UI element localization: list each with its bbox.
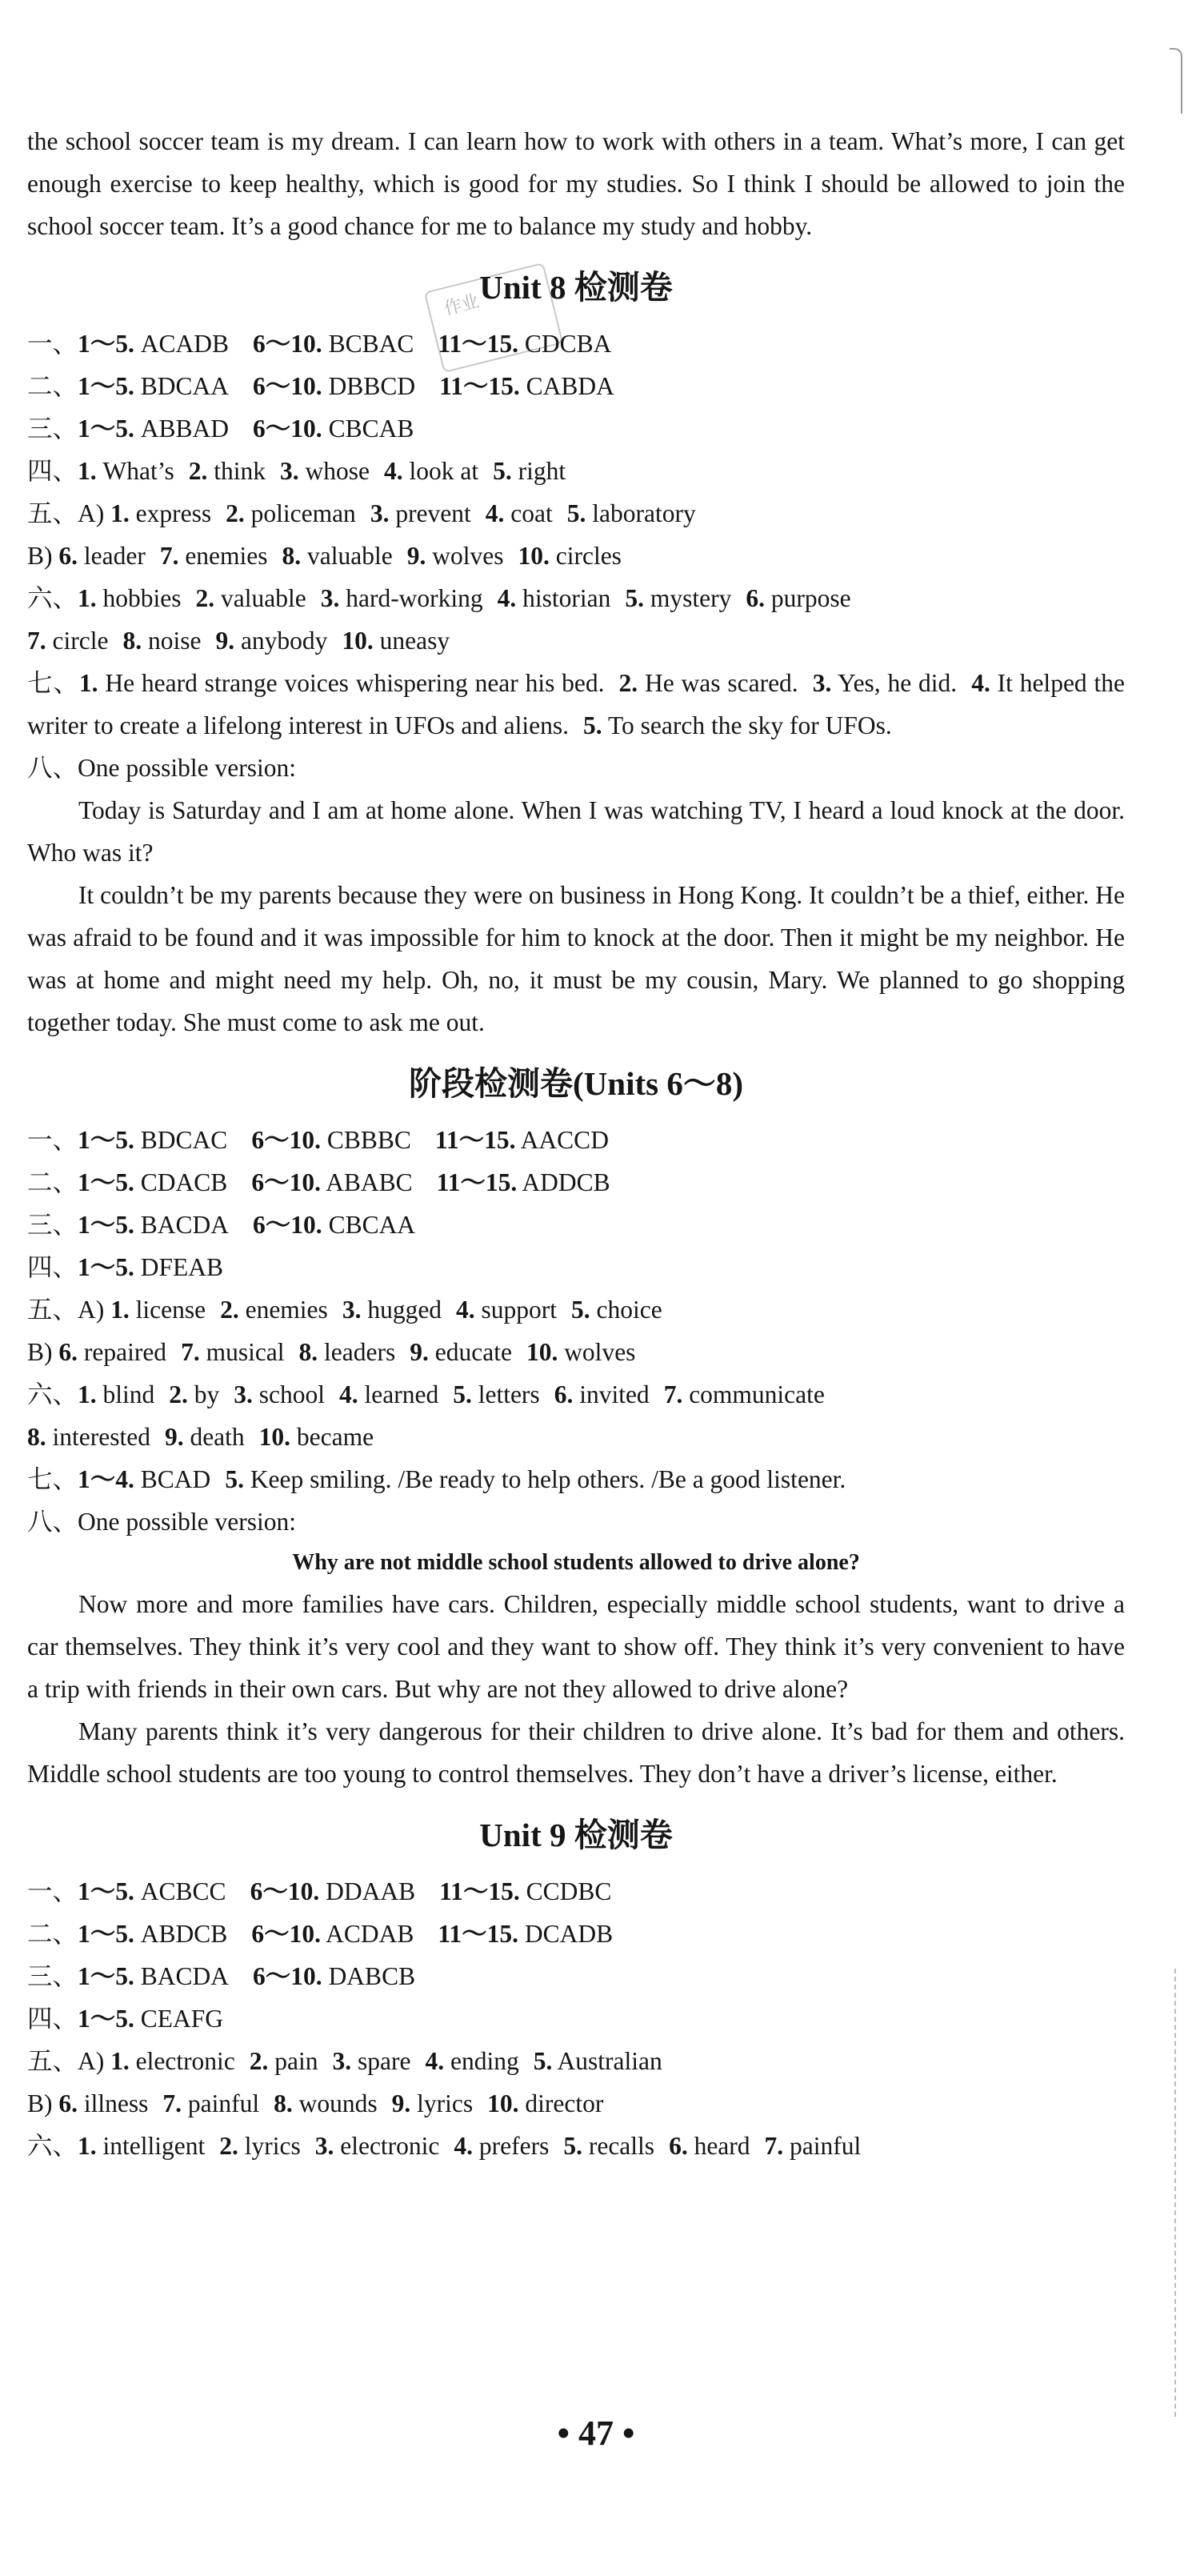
question-range: 6～10.	[253, 1211, 322, 1239]
unit8-section-5a	[27, 492, 1125, 535]
question-number: 1.	[110, 2047, 130, 2075]
question-number: 10.	[487, 2089, 519, 2117]
stamp-text: 作业	[442, 291, 482, 320]
question-number: 1.	[78, 2132, 97, 2160]
section-marker: 五、A)	[27, 499, 111, 527]
unit8-title: Unit 8 检测卷	[479, 269, 673, 306]
answer-letters: CEAFG	[140, 2005, 224, 2033]
question-number: 4.	[485, 499, 505, 527]
question-range: 1～5.	[78, 1168, 134, 1196]
stage-essay-paragraph: Now more and more families have cars. Children, especially middle school students, want to drive a car themselves. They think it’s very cool and they want to show off. They think it’s very convenient to have a trip with friends in their own cars. But why are not they allowed to drive alone?	[27, 1590, 1125, 1703]
answer-text: illness	[83, 2089, 149, 2117]
question-number: 2.	[226, 499, 245, 527]
question-number: 4.	[456, 1296, 475, 1324]
answer-letters: CBCAB	[328, 415, 414, 443]
question-range: 6～10.	[251, 1920, 321, 1948]
question-number: 8.	[27, 1423, 46, 1451]
answer-text: What’s	[102, 457, 174, 485]
section-marker: 一、	[27, 330, 78, 358]
question-range: 11～15.	[438, 1920, 518, 1948]
answer-text: right	[518, 457, 566, 485]
question-number: 1.	[78, 1380, 97, 1408]
unit9-section-5b	[27, 2082, 1125, 2125]
page-number: • 47 •	[557, 2414, 635, 2453]
answer-text: circles	[555, 542, 622, 570]
answer-text: whose	[305, 457, 370, 485]
question-range: 1～5.	[78, 1920, 134, 1948]
question-number: 5.	[493, 457, 512, 485]
question-number: 7.	[159, 542, 179, 570]
answer-letters: ACDAB	[326, 1920, 414, 1948]
question-number: 3.	[342, 1296, 362, 1324]
answer-letters: ACBCC	[140, 1877, 226, 1905]
stage-section-1	[27, 1119, 1125, 1161]
question-number: 3.	[812, 669, 832, 697]
unit8-section-4	[27, 450, 1125, 492]
section-marker: 六、	[27, 1380, 78, 1408]
question-number: 3.	[314, 2132, 334, 2160]
answer-text: communicate	[689, 1380, 825, 1408]
binding-line	[1174, 1969, 1178, 2417]
question-range: 1～5.	[78, 372, 134, 400]
answer-page	[27, 120, 1125, 2167]
question-number: 1.	[78, 669, 98, 697]
question-number: 2.	[220, 1296, 239, 1324]
stage-section-5a	[27, 1288, 1125, 1331]
answer-text: painful	[790, 2132, 862, 2160]
question-range: 11～15.	[438, 330, 518, 358]
question-number: 8.	[298, 1338, 318, 1366]
question-number: 6.	[58, 2089, 78, 2117]
unit8-section-3	[27, 407, 1125, 450]
answer-text: electronic	[135, 2047, 235, 2075]
answer-text: purpose	[770, 584, 851, 612]
question-number: 7.	[181, 1338, 200, 1366]
answer-text: BCAD	[140, 1465, 211, 1493]
question-number: 5.	[453, 1380, 472, 1408]
answer-text: wolves	[564, 1338, 636, 1366]
answer-text: musical	[206, 1338, 285, 1366]
question-range: 11～15.	[436, 1168, 518, 1196]
question-number: 1.	[78, 584, 97, 612]
unit8-section-5b	[27, 535, 1125, 577]
stage-section-5b	[27, 1331, 1125, 1373]
stage-section-6a	[27, 1373, 1125, 1416]
question-range: 1～5.	[78, 2005, 134, 2033]
answer-letters: AACCD	[520, 1126, 609, 1154]
question-number: 4.	[454, 2132, 474, 2160]
unit8-essay-paragraph: Today is Saturday and I am at home alone. When I was watching TV, I heard a loud knock at the door. Who was it?	[27, 796, 1125, 867]
question-range: 6～10.	[253, 1962, 322, 1990]
question-number: 6.	[554, 1380, 574, 1408]
question-number: 2.	[618, 669, 638, 697]
answer-letters: BDCAA	[140, 372, 230, 400]
answer-text: support	[481, 1296, 558, 1324]
section-marker: 二、	[27, 372, 78, 400]
answer-text: death	[190, 1423, 245, 1451]
answer-text: ending	[450, 2047, 519, 2075]
answer-letters: BCBAC	[328, 330, 414, 358]
unit8-section-2	[27, 365, 1125, 407]
question-number: 3.	[234, 1380, 253, 1408]
question-number: 2.	[249, 2047, 269, 2075]
answer-letters: CABDA	[526, 372, 614, 400]
stage-title: 阶段检测卷(Units 6～8)	[409, 1065, 743, 1102]
section-marker: 三、	[27, 1962, 78, 1990]
answer-letters: ACADB	[140, 330, 230, 358]
answer-text: interested	[52, 1423, 150, 1451]
question-number: 6.	[58, 1338, 78, 1366]
answer-text: mystery	[650, 584, 732, 612]
question-range: 11～15.	[439, 1877, 520, 1905]
stage-section-8-label: 八、One possible version:	[27, 1508, 296, 1536]
question-number: 5.	[625, 584, 645, 612]
section-marker: 二、	[27, 1168, 78, 1196]
answer-letters: ABBAD	[140, 415, 230, 443]
unit8-section-7	[27, 662, 1125, 747]
question-number: 7.	[27, 627, 46, 655]
unit9-title: Unit 9 检测卷	[479, 1817, 673, 1853]
answer-letters: DABCB	[328, 1962, 416, 1990]
unit9-section-4	[27, 1997, 1125, 2040]
section-marker: 四、	[27, 2005, 78, 2033]
unit9-section-1	[27, 1870, 1125, 1913]
answer-text: Keep smiling. /Be ready to help others. /Be a good listener.	[250, 1465, 846, 1493]
question-number: 9.	[406, 542, 426, 570]
question-number: 5.	[533, 2047, 553, 2075]
answer-text: prefers	[478, 2132, 550, 2160]
answer-letters: CDACB	[140, 1168, 228, 1196]
unit9-section-6a	[27, 2125, 1125, 2167]
answer-text: Yes, he did.	[837, 669, 958, 697]
answer-text: became	[296, 1423, 374, 1451]
unit9-section-5a	[27, 2040, 1125, 2082]
answer-text: look at	[409, 457, 479, 485]
section-marker: B)	[27, 542, 59, 570]
section-marker: 四、	[27, 457, 78, 485]
answer-text: anybody	[240, 627, 328, 655]
answer-letters: CBBBC	[326, 1126, 411, 1154]
answer-text: Australian	[557, 2047, 662, 2075]
answer-text: wounds	[298, 2089, 378, 2117]
question-number: 7.	[663, 1380, 683, 1408]
answer-text: school	[258, 1380, 326, 1408]
stage-section-4	[27, 1246, 1125, 1288]
question-number: 10.	[518, 542, 550, 570]
answer-text: policeman	[250, 499, 356, 527]
answer-text: enemies	[185, 542, 268, 570]
answer-text: electronic	[340, 2132, 440, 2160]
question-number: 3.	[320, 584, 340, 612]
question-range: 1～5.	[78, 1253, 134, 1281]
question-number: 6.	[58, 542, 78, 570]
answer-text: laboratory	[592, 499, 696, 527]
question-number: 1.	[78, 457, 97, 485]
answer-text: uneasy	[379, 627, 450, 655]
unit8-section-1	[27, 323, 1125, 365]
question-range: 6～10.	[253, 415, 322, 443]
question-number: 10.	[526, 1338, 558, 1366]
answer-letters: ABABC	[326, 1168, 413, 1196]
answer-text: noise	[147, 627, 202, 655]
answer-letters: BACDA	[140, 1962, 230, 1990]
question-number: 7.	[162, 2089, 182, 2117]
question-number: 4.	[971, 669, 990, 697]
answer-text: It helped the writer to create a lifelong interest in UFOs and aliens.	[27, 669, 1125, 739]
answer-text: pain	[274, 2047, 318, 2075]
answer-text: spare	[358, 2047, 411, 2075]
question-number: 9.	[410, 1338, 429, 1366]
question-number: 9.	[215, 627, 235, 655]
question-range: 6～10.	[251, 1168, 321, 1196]
question-number: 3.	[332, 2047, 352, 2075]
question-number: 8.	[122, 627, 142, 655]
question-number: 9.	[164, 1423, 184, 1451]
answer-text: wolves	[432, 542, 504, 570]
question-number: 4.	[425, 2047, 445, 2075]
intro-paragraph: the school soccer team is my dream. I can learn how to work with others in a team. What’s more, I can get enough exercise to keep healthy, which is good for my studies. So I think I should be allowed to join the school soccer team. It’s a good chance for me to balance my study and hobby.	[27, 127, 1125, 240]
question-number: 4.	[497, 584, 517, 612]
question-number: 4.	[384, 457, 403, 485]
answer-text: recalls	[588, 2132, 655, 2160]
answer-text: leader	[83, 542, 146, 570]
stage-section-7	[27, 1458, 1125, 1500]
answer-text: To search the sky for UFOs.	[607, 711, 892, 739]
question-number: 5.	[566, 499, 586, 527]
answer-text: letters	[478, 1380, 540, 1408]
answer-letters: DFEAB	[140, 1253, 224, 1281]
answer-text: lyrics	[417, 2089, 474, 2117]
question-number: 2.	[219, 2132, 238, 2160]
question-range: 11～15.	[439, 372, 520, 400]
answer-text: director	[525, 2089, 604, 2117]
question-range: 1～5.	[78, 1126, 134, 1154]
question-number: 2.	[195, 584, 215, 612]
section-marker: 六、	[27, 2132, 78, 2160]
answer-text: learned	[364, 1380, 439, 1408]
answer-letters: CCDBC	[526, 1877, 612, 1905]
question-range: 1～5.	[78, 415, 134, 443]
question-range: 6～10.	[251, 1126, 321, 1154]
question-number: 1.	[110, 1296, 130, 1324]
section-marker: B)	[27, 2089, 59, 2117]
answer-letters: CDCBA	[524, 330, 612, 358]
question-number: 5.	[563, 2132, 582, 2160]
section-marker: 五、A)	[27, 2047, 111, 2075]
answer-text: He heard strange voices whispering near his bed.	[105, 669, 605, 697]
answer-letters: BACDA	[140, 1211, 230, 1239]
answer-letters: CBCAA	[328, 1211, 416, 1239]
unit8-section-6b	[27, 619, 1125, 662]
question-range: 1～5.	[78, 330, 134, 358]
section-marker: 五、A)	[27, 1296, 111, 1324]
question-number: 8.	[282, 542, 302, 570]
question-number: 4.	[339, 1380, 358, 1408]
question-range: 6～10.	[253, 372, 322, 400]
section-marker: 三、	[27, 1211, 78, 1239]
answer-text: circle	[52, 627, 109, 655]
question-number: 5.	[571, 1296, 590, 1324]
answer-text: educate	[434, 1338, 512, 1366]
answer-text: intelligent	[102, 2132, 206, 2160]
stage-section-3	[27, 1204, 1125, 1246]
section-marker: 一、	[27, 1126, 78, 1154]
stage-section-2	[27, 1161, 1125, 1204]
answer-text: valuable	[221, 584, 306, 612]
answer-letters: DBBCD	[328, 372, 416, 400]
answer-text: repaired	[83, 1338, 167, 1366]
question-number: 6.	[669, 2132, 688, 2160]
answer-letters: ABDCB	[140, 1920, 228, 1948]
answer-text: lyrics	[244, 2132, 301, 2160]
question-number: 1.	[110, 499, 130, 527]
question-range: 1～5.	[78, 1877, 134, 1905]
answer-text: He was scared.	[645, 669, 798, 697]
question-number: 5.	[583, 711, 602, 739]
answer-text: by	[194, 1380, 220, 1408]
question-number: 10.	[258, 1423, 291, 1451]
binding-mark-top	[1170, 48, 1182, 114]
answer-text: heard	[694, 2132, 750, 2160]
unit9-section-2	[27, 1913, 1125, 1955]
section-marker: 一、	[27, 1877, 78, 1905]
answer-text: choice	[596, 1296, 662, 1324]
unit8-section-8-label: 八、One possible version:	[27, 754, 296, 782]
section-marker: 七、	[27, 669, 79, 697]
section-marker: 三、	[27, 415, 78, 443]
section-marker: 七、	[27, 1465, 78, 1493]
question-range: 11～15.	[434, 1126, 516, 1154]
question-number: 8.	[274, 2089, 293, 2117]
unit8-essay-paragraph: It couldn’t be my parents because they were on business in Hong Kong. It couldn’t be a thief, either. He was afraid to be found and it was impossible for him to knock at the door. Then it might be my neighbor. He was at home and might need my help. Oh, no, it must be my cousin, Mary. We planned to go shopping together today. She must come to ask me out.	[27, 881, 1125, 1036]
answer-text: historian	[522, 584, 611, 612]
question-number: 3.	[370, 499, 390, 527]
question-number: 3.	[280, 457, 299, 485]
answer-text: hugged	[367, 1296, 442, 1324]
answer-text: valuable	[307, 542, 393, 570]
answer-text: enemies	[245, 1296, 328, 1324]
question-range: 1～5.	[78, 1211, 134, 1239]
question-number: 2.	[169, 1380, 188, 1408]
answer-letters: ADDCB	[522, 1168, 610, 1196]
question-number: 2.	[188, 457, 208, 485]
question-number: 5.	[225, 1465, 244, 1493]
answer-letters: DCADB	[524, 1920, 614, 1948]
question-number: 6.	[746, 584, 766, 612]
answer-text: prevent	[395, 499, 471, 527]
stage-essay-paragraph: Many parents think it’s very dangerous for their children to drive alone. It’s bad for them and others. Middle school students are too young to control themselves. They don’t have a driver’s license, either.	[27, 1717, 1125, 1788]
question-number: 1～4.	[78, 1465, 134, 1493]
answer-text: hobbies	[102, 584, 182, 612]
answer-letters: DDAAB	[326, 1877, 416, 1905]
stage-section-6b	[27, 1416, 1125, 1458]
question-number: 10.	[342, 627, 374, 655]
section-marker: 四、	[27, 1253, 78, 1281]
answer-text: hard-working	[346, 584, 483, 612]
answer-text: blind	[102, 1380, 155, 1408]
question-range: 6～10.	[250, 1877, 320, 1905]
answer-text: coat	[510, 499, 553, 527]
answer-text: leaders	[324, 1338, 396, 1366]
section-marker: 六、	[27, 584, 78, 612]
answer-text: painful	[187, 2089, 260, 2117]
question-number: 7.	[764, 2132, 784, 2160]
section-marker: B)	[27, 1338, 59, 1366]
section-marker: 二、	[27, 1920, 78, 1948]
stage-essay-title: Why are not middle school students allowed to drive alone?	[292, 1550, 860, 1575]
answer-letters: BDCAC	[140, 1126, 228, 1154]
question-number: 9.	[391, 2089, 411, 2117]
answer-text: license	[135, 1296, 206, 1324]
question-range: 6～10.	[253, 330, 322, 358]
answer-text: express	[135, 499, 212, 527]
question-range: 1～5.	[78, 1962, 134, 1990]
answer-text: think	[214, 457, 266, 485]
unit9-section-3	[27, 1955, 1125, 1997]
unit8-section-6a	[27, 577, 1125, 619]
answer-text: invited	[579, 1380, 650, 1408]
